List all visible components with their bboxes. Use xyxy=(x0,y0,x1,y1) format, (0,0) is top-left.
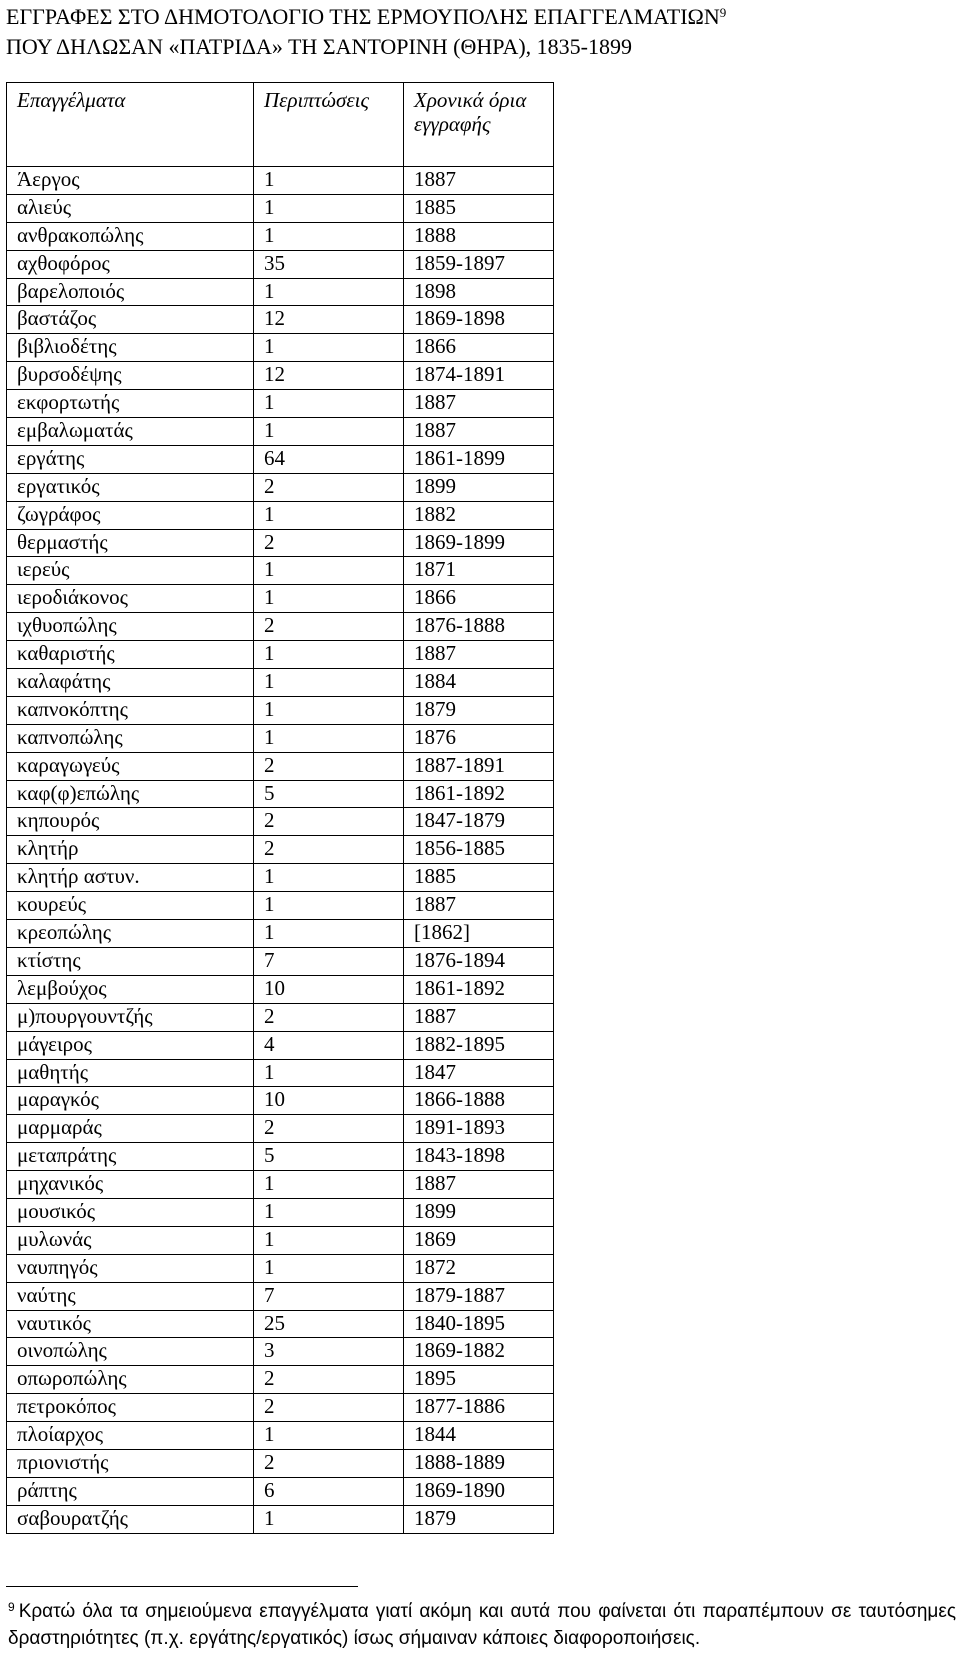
cell-occupation: ανθρακοπώλης xyxy=(7,222,254,250)
cell-period: 1898 xyxy=(404,278,554,306)
table-row xyxy=(7,1003,554,1031)
cell-cases: 1 xyxy=(254,1198,404,1226)
table-row xyxy=(7,1282,554,1310)
cell-occupation: καπνοκόπτης xyxy=(7,696,254,724)
cell-occupation: εργάτης xyxy=(7,445,254,473)
cell-cases: 5 xyxy=(254,780,404,808)
cell-period: 1871 xyxy=(404,557,554,585)
cell-period: 1869-1882 xyxy=(404,1338,554,1366)
table-row xyxy=(7,194,554,222)
cell-cases: 1 xyxy=(254,724,404,752)
cell-occupation: εκφορτωτής xyxy=(7,390,254,418)
cell-cases: 2 xyxy=(254,613,404,641)
cell-cases: 1 xyxy=(254,892,404,920)
cell-occupation: σαβουρατζής xyxy=(7,1505,254,1533)
cell-cases: 2 xyxy=(254,1394,404,1422)
table-row xyxy=(7,1338,554,1366)
cell-occupation: καθαριστής xyxy=(7,641,254,669)
cell-cases: 10 xyxy=(254,975,404,1003)
occupations-table xyxy=(6,82,554,1534)
cell-cases: 1 xyxy=(254,696,404,724)
cell-period: 1887 xyxy=(404,390,554,418)
cell-period: 1899 xyxy=(404,473,554,501)
cell-period: 1856-1885 xyxy=(404,836,554,864)
cell-cases: 1 xyxy=(254,669,404,697)
title-line-1-text: ΕΓΓΡΑΦΕΣ ΣΤΟ ΔΗΜΟΤΟΛΟΓΙΟ ΤΗΣ ΕΡΜΟΥΠΟΛΗΣ ΕΠΑΓΓΕΛΜΑΤΙΩΝ xyxy=(6,4,720,29)
cell-cases: 1 xyxy=(254,1226,404,1254)
cell-cases: 1 xyxy=(254,1254,404,1282)
table-row xyxy=(7,975,554,1003)
cell-cases: 2 xyxy=(254,808,404,836)
title-line-1 xyxy=(6,2,956,32)
cell-cases: 2 xyxy=(254,1115,404,1143)
cell-cases: 1 xyxy=(254,222,404,250)
table-row xyxy=(7,445,554,473)
table-row xyxy=(7,947,554,975)
document-title xyxy=(6,2,956,62)
cell-occupation: βαρελοποιός xyxy=(7,278,254,306)
cell-occupation: ράπτης xyxy=(7,1477,254,1505)
cell-period: 1872 xyxy=(404,1254,554,1282)
cell-occupation: καπνοπώλης xyxy=(7,724,254,752)
table-row xyxy=(7,306,554,334)
table-row xyxy=(7,1449,554,1477)
cell-occupation: μυλωνάς xyxy=(7,1226,254,1254)
table-row xyxy=(7,473,554,501)
cell-cases: 25 xyxy=(254,1310,404,1338)
cell-cases: 1 xyxy=(254,641,404,669)
cell-cases: 2 xyxy=(254,1003,404,1031)
cell-period: 1887 xyxy=(404,641,554,669)
cell-period: 1879-1887 xyxy=(404,1282,554,1310)
table-row xyxy=(7,167,554,195)
table-row xyxy=(7,836,554,864)
footnote-text: Κρατώ όλα τα σημειούμενα επαγγέλματα γιατί ακόμη και αυτά που φαίνεται ότι παραπέμπουν σε ταυτόσημες δραστηριότητες (π.χ. εργάτης/εργατικός) ίσως σήμαιναν κάποιες διαφοροποιήσεις. xyxy=(8,1601,956,1649)
cell-period: 1859-1897 xyxy=(404,250,554,278)
table-row xyxy=(7,1171,554,1199)
cell-occupation: Άεργος xyxy=(7,167,254,195)
table-row xyxy=(7,864,554,892)
cell-period: 1895 xyxy=(404,1366,554,1394)
cell-occupation: ιεροδιάκονος xyxy=(7,585,254,613)
table-row xyxy=(7,780,554,808)
cell-cases: 1 xyxy=(254,194,404,222)
cell-period: 1844 xyxy=(404,1422,554,1450)
cell-period: 1888 xyxy=(404,222,554,250)
cell-cases: 2 xyxy=(254,473,404,501)
title-footnote-mark[interactable]: 9 xyxy=(719,5,727,20)
table-row xyxy=(7,1254,554,1282)
cell-cases: 1 xyxy=(254,390,404,418)
cell-period: 1887 xyxy=(404,892,554,920)
cell-occupation: μαρμαράς xyxy=(7,1115,254,1143)
cell-cases: 7 xyxy=(254,1282,404,1310)
cell-period: 1882 xyxy=(404,501,554,529)
cell-period: 1869-1898 xyxy=(404,306,554,334)
footnote xyxy=(8,1598,956,1652)
table-row xyxy=(7,222,554,250)
cell-occupation: κτίστης xyxy=(7,947,254,975)
cell-occupation: οπωροπώλης xyxy=(7,1366,254,1394)
table-row xyxy=(7,1477,554,1505)
cell-occupation: κλητήρ xyxy=(7,836,254,864)
cell-period: 1869-1890 xyxy=(404,1477,554,1505)
cell-occupation: μ)πουργουντζής xyxy=(7,1003,254,1031)
cell-cases: 1 xyxy=(254,278,404,306)
cell-cases: 1 xyxy=(254,1505,404,1533)
cell-occupation: μαθητής xyxy=(7,1059,254,1087)
cell-period: 1843-1898 xyxy=(404,1143,554,1171)
cell-period: 1866 xyxy=(404,334,554,362)
table-row xyxy=(7,669,554,697)
cell-cases: 1 xyxy=(254,334,404,362)
cell-cases: 1 xyxy=(254,585,404,613)
cell-cases: 2 xyxy=(254,752,404,780)
cell-cases: 1 xyxy=(254,1059,404,1087)
cell-occupation: αχθοφόρος xyxy=(7,250,254,278)
table-row xyxy=(7,613,554,641)
cell-occupation: κλητήρ αστυν. xyxy=(7,864,254,892)
cell-occupation: βαστάζος xyxy=(7,306,254,334)
cell-period: 1847 xyxy=(404,1059,554,1087)
table-row xyxy=(7,892,554,920)
cell-period: 1876-1894 xyxy=(404,947,554,975)
cell-period: 1891-1893 xyxy=(404,1115,554,1143)
cell-period: 1882-1895 xyxy=(404,1031,554,1059)
table-row xyxy=(7,1031,554,1059)
cell-period: 1887 xyxy=(404,1171,554,1199)
table-row xyxy=(7,724,554,752)
cell-period: 1861-1892 xyxy=(404,975,554,1003)
cell-cases: 12 xyxy=(254,306,404,334)
cell-period: [1862] xyxy=(404,920,554,948)
cell-occupation: πετροκόπος xyxy=(7,1394,254,1422)
cell-period: 1869 xyxy=(404,1226,554,1254)
cell-cases: 7 xyxy=(254,947,404,975)
title-line-2: ΠΟΥ ΔΗΛΩΣΑΝ «ΠΑΤΡΙΔΑ» ΤΗ ΣΑΝΤΟΡΙΝΗ (ΘΗΡΑ), 1835-1899 xyxy=(6,34,633,59)
cell-cases: 5 xyxy=(254,1143,404,1171)
cell-occupation: πριονιστής xyxy=(7,1449,254,1477)
table-row xyxy=(7,250,554,278)
cell-period: 1877-1886 xyxy=(404,1394,554,1422)
table-row xyxy=(7,1198,554,1226)
cell-period: 1840-1895 xyxy=(404,1310,554,1338)
table-row xyxy=(7,1087,554,1115)
table-row xyxy=(7,1059,554,1087)
cell-cases: 2 xyxy=(254,529,404,557)
cell-period: 1887 xyxy=(404,418,554,446)
cell-occupation: μηχανικός xyxy=(7,1171,254,1199)
table-row xyxy=(7,390,554,418)
cell-occupation: κηπουρός xyxy=(7,808,254,836)
footnote-mark: 9 xyxy=(8,1600,15,1614)
table-body xyxy=(7,167,554,1534)
table-row xyxy=(7,920,554,948)
cell-cases: 10 xyxy=(254,1087,404,1115)
cell-occupation: ναυπηγός xyxy=(7,1254,254,1282)
cell-period: 1861-1892 xyxy=(404,780,554,808)
cell-cases: 2 xyxy=(254,836,404,864)
cell-period: 1874-1891 xyxy=(404,362,554,390)
table-row xyxy=(7,641,554,669)
table-row xyxy=(7,1505,554,1533)
cell-cases: 1 xyxy=(254,418,404,446)
table-row xyxy=(7,1143,554,1171)
table-row xyxy=(7,362,554,390)
cell-period: 1876 xyxy=(404,724,554,752)
cell-occupation: βιβλιοδέτης xyxy=(7,334,254,362)
cell-cases: 1 xyxy=(254,501,404,529)
footnote-divider xyxy=(6,1586,358,1587)
cell-period: 1879 xyxy=(404,1505,554,1533)
cell-cases: 1 xyxy=(254,1171,404,1199)
table-row xyxy=(7,278,554,306)
cell-occupation: ζωγράφος xyxy=(7,501,254,529)
table-row xyxy=(7,501,554,529)
table-row xyxy=(7,696,554,724)
cell-period: 1887-1891 xyxy=(404,752,554,780)
cell-occupation: βυρσοδέψης xyxy=(7,362,254,390)
table-row xyxy=(7,1115,554,1143)
cell-period: 1899 xyxy=(404,1198,554,1226)
cell-occupation: εμβαλωματάς xyxy=(7,418,254,446)
cell-period: 1885 xyxy=(404,194,554,222)
cell-period: 1888-1889 xyxy=(404,1449,554,1477)
cell-cases: 2 xyxy=(254,1366,404,1394)
table-row xyxy=(7,1422,554,1450)
cell-occupation: μαραγκός xyxy=(7,1087,254,1115)
cell-occupation: καραγωγεύς xyxy=(7,752,254,780)
table-row xyxy=(7,752,554,780)
table-row xyxy=(7,1310,554,1338)
cell-occupation: κρεοπώλης xyxy=(7,920,254,948)
header-registration-period: Χρονικά όρια εγγραφής xyxy=(404,83,554,167)
table-row xyxy=(7,1226,554,1254)
cell-occupation: μεταπράτης xyxy=(7,1143,254,1171)
cell-period: 1866 xyxy=(404,585,554,613)
cell-occupation: οινοπώλης xyxy=(7,1338,254,1366)
cell-cases: 64 xyxy=(254,445,404,473)
cell-cases: 12 xyxy=(254,362,404,390)
cell-period: 1887 xyxy=(404,1003,554,1031)
cell-occupation: ναύτης xyxy=(7,1282,254,1310)
table-row xyxy=(7,585,554,613)
cell-period: 1866-1888 xyxy=(404,1087,554,1115)
table-row xyxy=(7,808,554,836)
cell-cases: 2 xyxy=(254,1449,404,1477)
cell-occupation: μάγειρος xyxy=(7,1031,254,1059)
cell-cases: 1 xyxy=(254,920,404,948)
cell-occupation: λεμβούχος xyxy=(7,975,254,1003)
cell-cases: 1 xyxy=(254,1422,404,1450)
cell-occupation: κουρεύς xyxy=(7,892,254,920)
cell-cases: 6 xyxy=(254,1477,404,1505)
cell-cases: 1 xyxy=(254,557,404,585)
cell-cases: 1 xyxy=(254,864,404,892)
cell-period: 1879 xyxy=(404,696,554,724)
cell-cases: 1 xyxy=(254,167,404,195)
cell-period: 1887 xyxy=(404,167,554,195)
table-row xyxy=(7,557,554,585)
table-row xyxy=(7,1394,554,1422)
table-row xyxy=(7,1366,554,1394)
cell-occupation: ιχθυοπώλης xyxy=(7,613,254,641)
cell-period: 1861-1899 xyxy=(404,445,554,473)
cell-period: 1884 xyxy=(404,669,554,697)
cell-period: 1885 xyxy=(404,864,554,892)
cell-cases: 4 xyxy=(254,1031,404,1059)
cell-cases: 35 xyxy=(254,250,404,278)
cell-occupation: καλαφάτης xyxy=(7,669,254,697)
cell-occupation: καφ(φ)επώλης xyxy=(7,780,254,808)
table-header-row xyxy=(7,83,554,167)
cell-occupation: εργατικός xyxy=(7,473,254,501)
table-row xyxy=(7,334,554,362)
cell-occupation: θερμαστής xyxy=(7,529,254,557)
cell-period: 1847-1879 xyxy=(404,808,554,836)
table-row xyxy=(7,529,554,557)
cell-period: 1876-1888 xyxy=(404,613,554,641)
cell-occupation: ναυτικός xyxy=(7,1310,254,1338)
cell-occupation: μουσικός xyxy=(7,1198,254,1226)
cell-occupation: αλιεύς xyxy=(7,194,254,222)
cell-period: 1869-1899 xyxy=(404,529,554,557)
cell-cases: 3 xyxy=(254,1338,404,1366)
table-row xyxy=(7,418,554,446)
header-cases: Περιπτώσεις xyxy=(254,83,404,167)
header-occupations: Επαγγέλματα xyxy=(7,83,254,167)
cell-occupation: ιερεύς xyxy=(7,557,254,585)
cell-occupation: πλοίαρχος xyxy=(7,1422,254,1450)
